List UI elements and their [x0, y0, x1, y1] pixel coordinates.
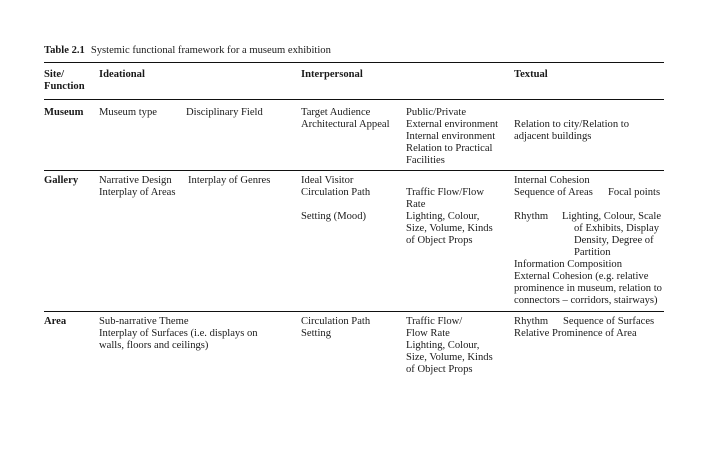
- cell-line: Relation to city/Relation to: [514, 119, 630, 130]
- gallery-interpersonal-a2: Setting (Mood): [301, 211, 367, 222]
- gallery-ideational-a: [99, 175, 175, 199]
- area-textual-prominence: Relative Prominence of Area: [514, 328, 637, 339]
- cell-line: Lighting, Colour, Scale: [562, 211, 662, 222]
- gallery-textual-rhythm-detail: [562, 211, 661, 259]
- gallery-textual-rhythm: Rhythm: [514, 211, 549, 222]
- cell-line: External Cohesion (e.g. relative: [514, 271, 649, 282]
- header-ideational: Ideational: [99, 69, 145, 80]
- row-site-museum: Museum: [44, 107, 84, 118]
- area-ideational: [99, 316, 258, 352]
- cell-line: Narrative Design: [99, 175, 172, 186]
- gallery-bottom-rule: [44, 311, 664, 312]
- cell-line: of Object Props: [406, 364, 473, 375]
- cell-line: Size, Volume, Kinds: [406, 223, 493, 234]
- cell-line: Public/Private: [406, 107, 467, 118]
- cell-line: Interplay of Areas: [99, 187, 176, 198]
- cell-line: Flow Rate: [406, 328, 450, 339]
- header-bottom-rule: [44, 99, 664, 100]
- cell-line: adjacent buildings: [514, 131, 592, 142]
- gallery-ideational-b: Interplay of Genres: [188, 175, 271, 186]
- header-textual: Textual: [514, 69, 548, 80]
- cell-line: Rate: [406, 199, 426, 210]
- museum-bottom-rule: [44, 170, 664, 171]
- cell-line: Ideal Visitor: [301, 175, 354, 186]
- cell-line: Traffic Flow/: [406, 316, 463, 327]
- gallery-textual-sequence: Sequence of Areas: [514, 187, 593, 198]
- header-site-function: [44, 69, 85, 93]
- area-textual-rhythm: Rhythm: [514, 316, 549, 327]
- cell-line: Facilities: [406, 155, 445, 166]
- row-site-area: Area: [44, 316, 67, 327]
- header-interpersonal: Interpersonal: [301, 69, 363, 80]
- table-caption: [44, 45, 331, 57]
- cell-line: Traffic Flow/Flow: [406, 187, 484, 198]
- cell-line: Lighting, Colour,: [406, 211, 480, 222]
- cell-line: External environment: [406, 119, 499, 130]
- cell-line: of Object Props: [406, 235, 473, 246]
- table-number: Table 2.1: [44, 45, 85, 56]
- cell-line: Interplay of Surfaces (i.e. displays on: [99, 328, 258, 339]
- museum-ideational-field: Disciplinary Field: [186, 107, 263, 118]
- row-site-gallery: Gallery: [44, 175, 79, 186]
- cell-line: Lighting, Colour,: [406, 340, 480, 351]
- cell-line: Setting: [301, 328, 332, 339]
- cell-line: Architectural Appeal: [301, 119, 390, 130]
- area-textual-sequence: Sequence of Surfaces: [563, 316, 655, 327]
- cell-line: Information Composition: [514, 259, 622, 270]
- area-interpersonal-b: [406, 316, 493, 376]
- museum-interpersonal-b: [406, 107, 498, 167]
- header-site-label: Site/: [44, 69, 65, 80]
- gallery-textual-focal: Focal points: [608, 187, 661, 198]
- cell-line: prominence in museum, relation to: [514, 283, 662, 294]
- table-caption-text: Systemic functional framework for a museum exhibition: [90, 45, 331, 56]
- museum-interpersonal-a: [301, 107, 390, 131]
- museum-ideational-type: Museum type: [99, 107, 157, 118]
- cell-line: Circulation Path: [301, 316, 371, 327]
- cell-line: of Exhibits, Display: [574, 223, 660, 234]
- cell-line: Internal environment: [406, 131, 496, 142]
- header-function-label: Function: [44, 81, 85, 92]
- gallery-textual-internal: Internal Cohesion: [514, 175, 590, 186]
- cell-line: Size, Volume, Kinds: [406, 352, 493, 363]
- cell-line: walls, floors and ceilings): [99, 340, 209, 351]
- cell-line: Partition: [574, 247, 611, 258]
- gallery-textual-rest: [514, 259, 662, 307]
- cell-line: connectors – corridors, stairways): [514, 295, 658, 306]
- cell-line: Relation to Practical: [406, 143, 493, 154]
- table-top-rule: [44, 62, 664, 63]
- gallery-interpersonal-a1: [301, 175, 370, 199]
- cell-line: Density, Degree of: [574, 235, 654, 246]
- museum-textual: [514, 119, 629, 143]
- cell-line: Sub-narrative Theme: [99, 316, 189, 327]
- cell-line: Target Audience: [301, 107, 371, 118]
- area-interpersonal-a: [301, 316, 370, 340]
- cell-line: Circulation Path: [301, 187, 371, 198]
- gallery-interpersonal-b: [406, 187, 493, 247]
